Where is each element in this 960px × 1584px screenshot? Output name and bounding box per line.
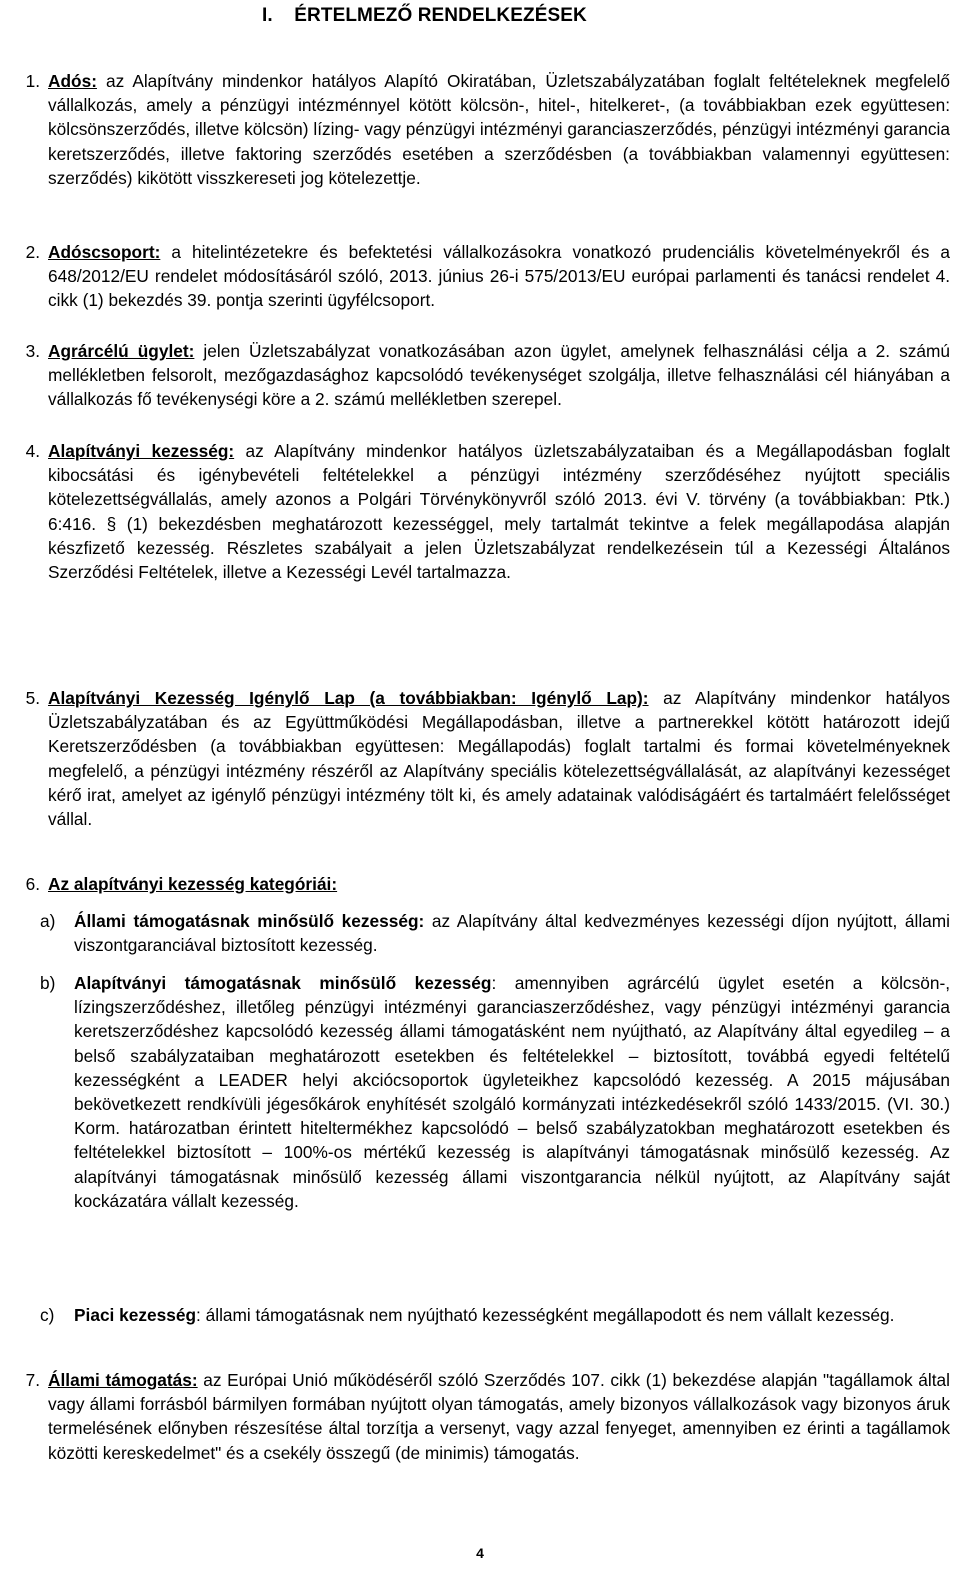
definition-term: Adós: <box>48 71 97 91</box>
category-term: Állami támogatásnak minősülő kezesség: <box>74 911 425 931</box>
definition-item <box>4 1368 950 1465</box>
page-number: 4 <box>476 1545 484 1561</box>
definition-body <box>48 339 950 412</box>
definition-body <box>48 1368 950 1465</box>
category-label: c) <box>40 1305 55 1325</box>
definition-body <box>48 686 950 831</box>
definition-item <box>4 240 950 313</box>
definition-term: Alapítványi Kezesség Igénylő Lap (a továbbiakban: Igénylő Lap): <box>48 688 649 708</box>
definition-item <box>4 872 950 896</box>
category-term: Piaci kezesség <box>74 1305 197 1325</box>
definition-item <box>4 686 950 831</box>
definition-term: Állami támogatás: <box>48 1370 198 1390</box>
definition-body <box>48 69 950 190</box>
definition-body <box>48 240 950 313</box>
item-number: 3. <box>25 341 40 361</box>
definition-text: az Alapítvány mindenkor hatályos Üzletszabályzatában és az Együttműködési Megállapodásban, illetve a partnerekkel kötött határozott idejű Keretszerződésben (a továbbiakban együttesen: Megállapodás) foglalt tartalmi és formai követelményeknek megfelelő, a pénzügyi intézmény részéről az Alapítvány speciális kötelezettségvállalását, az alapítványi kezességet kérő irat, amelyet az igénylő pénzügyi intézmény tölt ki, és amely adatainak valódiságáért és tartalmáért felelősséget vállal. <box>48 688 950 830</box>
category-item <box>40 1303 950 1327</box>
category-item <box>40 971 950 1213</box>
definition-term: Adóscsoport: <box>48 242 161 262</box>
category-text: az Alapítvány által kedvezményes kezességi díjon nyújtott, állami viszontgaranciával biztosított kezesség. <box>74 911 951 956</box>
category-label: a) <box>40 911 56 931</box>
definition-item <box>4 439 950 584</box>
item-number: 5. <box>25 688 40 708</box>
definition-term: Az alapítványi kezesség kategóriái: <box>48 874 338 894</box>
definition-item <box>4 69 950 190</box>
definition-text: a hitelintézetekre és befektetési vállalkozásokra vonatkozó prudenciális követelményekről és a 648/2012/EU rendelet módosításáról szóló, 2013. június 26-i 575/2013/EU európai parlamenti és tanácsi rendelet 4. cikk (1) bekezdés 39. pontja szerinti ügyfélcsoport. <box>48 242 950 311</box>
definition-text: az Európai Unió működéséről szóló Szerződés 107. cikk (1) bekezdése alapján "tagállamok által vagy állami forrásból bármilyen formában nyújtott olyan támogatás, amely bizonyos vállalkozások vagy bizonyos áruk termelésének előnyben részesítése által torzítja a versenyt, vagy azzal fenyeget, amennyiben ez érinti a tagállamok közötti kereskedelmet" és a csekély összegű (de minimis) támogatás. <box>48 1370 950 1463</box>
category-label: b) <box>40 973 56 993</box>
category-text: : amennyiben agrárcélú ügylet esetén a kölcsön-, lízingszerződéshez, illetőleg pénzügyi intézményi garanciaszerződéshez, vagy pénzügyi intézményi garancia keretszerződéshez kapcsolódó kezesség állami támogatásként nem nyújtható, az Alapítvány által egyedileg – a belső szabályzataiban meghatározott esetekben és feltételekkel – biztosított, továbbá egyedi feltételű kezességként a LEADER helyi akciócsoportok ügyleteikhez kapcsolódó kezesség. A 2015 májusában bekövetkezett rendkívüli jégesőkárok enyhítését szolgáló kormányzati intézkedésekről szóló 1433/2015. (VI. 30.) Korm. határozatban érintett hiteltermékhez kapcsolódó – belső szabályzatokban meghatározott esetekben és feltételekkel biztosított – 100%-os mértékű kezesség is alapítványi támogatásnak minősülő kezesség. Az alapítványi támogatásnak minősülő kezesség állami viszontgarancia nélkül nyújtott, az Alapítvány saját kockázatára vállalt kezesség. <box>74 973 950 1211</box>
definition-term: Agrárcélú ügylet: <box>48 341 195 361</box>
definition-body <box>48 439 950 584</box>
category-term: Alapítványi támogatásnak minősülő kezesség <box>74 973 492 993</box>
category-item <box>40 909 950 957</box>
item-number: 6. <box>25 874 40 894</box>
definition-text: az Alapítvány mindenkor hatályos üzletszabályzataiban és a Megállapodásban foglalt kibocsátási és igénybevételi feltételekkel a pénzügyi intézmény szerződéséhez nyújtott speciális kötelezettségvállalás, amely azonos a Polgári Törvénykönyvről szóló 2013. évi V. törvény (a továbbiakban: Ptk.) 6:416. § (1) bekezdésben meghatározott kezességgel, mely tartalmát tekintve a felek megállapodása alapján készfizető kezesség. Részletes szabályait a jelen Üzletszabályzat rendelkezésein túl a Kezességi Általános Szerződési Feltételek, illetve a Kezességi Levél tartalmazza. <box>48 441 950 583</box>
definition-text: az Alapítvány mindenkor hatályos Alapító Okiratában, Üzletszabályzatában foglalt feltételeknek megfelelő vállalkozás, amely a pénzügyi intézménnyel kötött kölcsön-, hitel-, hitelkeret-, (a továbbiakban ezek együttesen: kölcsönszerződés, illetve kölcsön) lízing- vagy pénzügyi intézményi garanciaszerződés, pénzügyi intézményi garancia keretszerződés, illetve faktoring szerződés esetében a szerződésben (a továbbiakban valamennyi együttesen: szerződés) kikötött visszkereseti jog kötelezettje. <box>48 71 950 188</box>
category-body <box>74 909 950 957</box>
definition-text: jelen Üzletszabályzat vonatkozásában azon ügylet, amelynek felhasználási célja a 2. számú mellékletben felsorolt, mezőgazdasághoz kapcsolódó tevékenységet szolgálja, illetve felhasználási cél hiányában a vállalkozás fő tevékenységi köre a 2. számú mellékletben szerepel. <box>48 341 950 410</box>
section-heading: I. ÉRTELMEZŐ RENDELKEZÉSEK <box>262 5 587 26</box>
category-body <box>74 971 950 1213</box>
item-number: 1. <box>25 71 40 91</box>
category-body <box>74 1303 950 1327</box>
definition-term: Alapítványi kezesség: <box>48 441 235 461</box>
definition-body <box>48 872 950 896</box>
item-number: 4. <box>25 441 40 461</box>
item-number: 7. <box>25 1370 40 1390</box>
category-text: : állami támogatásnak nem nyújtható kezességként megállapodott és nem vállalt kezesség. <box>196 1305 895 1325</box>
definition-item <box>4 339 950 412</box>
item-number: 2. <box>25 242 40 262</box>
